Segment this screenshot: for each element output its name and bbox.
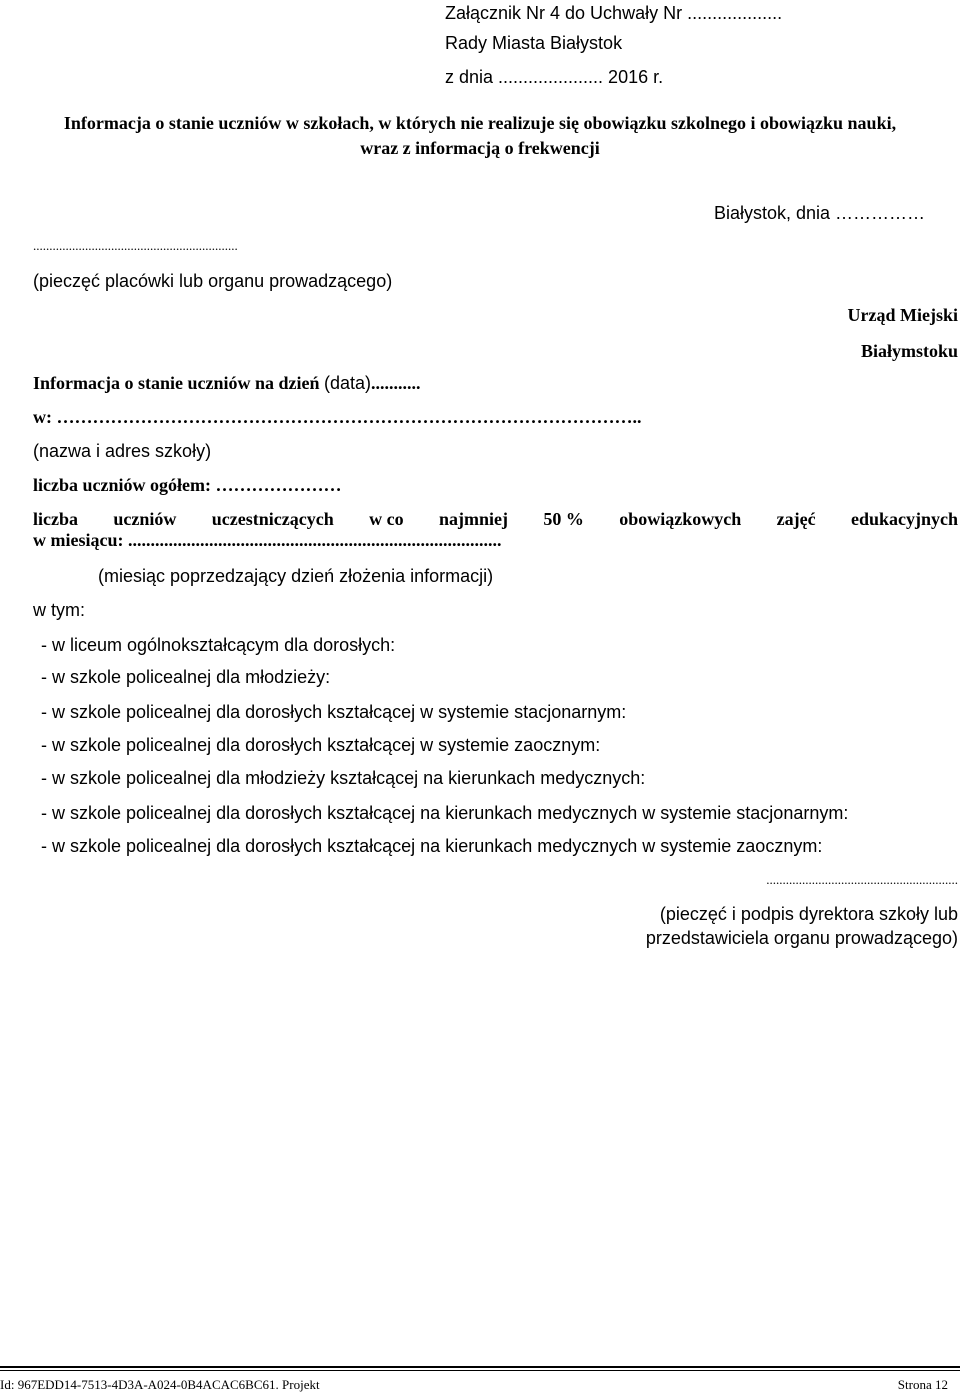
attendance-word: 50 % — [543, 509, 584, 529]
footer-document-id: Id: 967EDD14-7513-4D3A-A024-0B4ACAC6BC61. Projekt — [0, 1377, 320, 1392]
school-type-item: - w szkole policealnej dla dorosłych kształcącej w systemie stacjonarnym: — [41, 702, 627, 722]
attendance-word: najmniej — [438, 509, 508, 529]
attendance-word: obowiązkowych — [619, 509, 742, 529]
attendance-word: liczba — [33, 509, 78, 529]
attendance-word: edukacyjnych — [850, 509, 958, 529]
month-note: (miesiąc poprzedzający dzień złożenia informacji) — [98, 566, 494, 586]
school-type-item: - w szkole policealnej dla młodzieży: — [41, 667, 331, 687]
attendance-word: zajęć — [776, 509, 816, 529]
total-students-label: liczba uczniów ogółem: — [33, 475, 216, 495]
school-type-item: - w szkole policealnej dla młodzieży kształcącej na kierunkach medycznych: — [41, 768, 646, 788]
footer-divider — [0, 1366, 960, 1368]
school-type-item: - w szkole policealnej dla dorosłych kształcącej na kierunkach medycznych w systemie stacjonarnym: — [41, 803, 849, 823]
info-date-line — [33, 373, 421, 393]
signature-dots: ........................................................... — [766, 872, 958, 887]
school-label: (nazwa i adres szkoły) — [33, 441, 212, 461]
document-title-line2: wraz z informacją o frekwencji — [360, 138, 600, 158]
footer-divider-thin — [0, 1370, 960, 1371]
recipient-line2: Białymstoku — [860, 341, 958, 361]
attendance-word: uczniów — [113, 509, 177, 529]
info-date-label: Informacja o stanie uczniów na dzień — [33, 373, 324, 393]
footer-page-number: Strona 12 — [897, 1377, 948, 1392]
school-line — [33, 407, 642, 427]
school-type-item: - w liceum ogólnokształcącym dla dorosłych: — [41, 635, 396, 655]
info-date-dots: ........... — [371, 373, 421, 393]
school-dots: …………………………………………………………………………………….. — [56, 407, 642, 427]
total-students-line — [33, 475, 341, 495]
resolution-date: z dnia ..................... 2016 r. — [445, 67, 664, 87]
document-title-line1: Informacja o stanie uczniów w szkołach, w których nie realizuje się obowiązku szkolnego i obowiązku nauki, — [63, 113, 897, 133]
attendance-word: uczestniczących — [211, 509, 334, 529]
school-type-item: - w szkole policealnej dla dorosłych kształcącej w systemie zaocznym: — [41, 735, 601, 755]
attendance-month-line: w miesiącu: ................................................................................... — [33, 530, 502, 550]
total-students-dots: ………………… — [215, 475, 342, 495]
council-name: Rady Miasta Białystok — [445, 33, 623, 53]
attendance-line — [33, 509, 958, 529]
info-date-hint: (data) — [324, 373, 372, 393]
school-w-label: w: — [33, 407, 52, 427]
signature-label-line1: (pieczęć i podpis dyrektora szkoły lub — [659, 904, 958, 924]
attendance-word: w co — [369, 509, 404, 529]
school-type-item: - w szkole policealnej dla dorosłych kształcącej na kierunkach medycznych w systemie zaocznym: — [41, 836, 823, 856]
annex-reference: Załącznik Nr 4 do Uchwały Nr ................... — [445, 3, 783, 23]
stamp-label: (pieczęć placówki lub organu prowadzącego) — [33, 271, 393, 291]
w-tym-label: w tym: — [33, 600, 85, 620]
stamp-dots: ............................................................... — [33, 238, 238, 253]
signature-label-line2: przedstawiciela organu prowadzącego) — [645, 928, 958, 948]
recipient-line1: Urząd Miejski — [847, 305, 958, 325]
place-date: Białystok, dnia …………… — [714, 203, 926, 223]
